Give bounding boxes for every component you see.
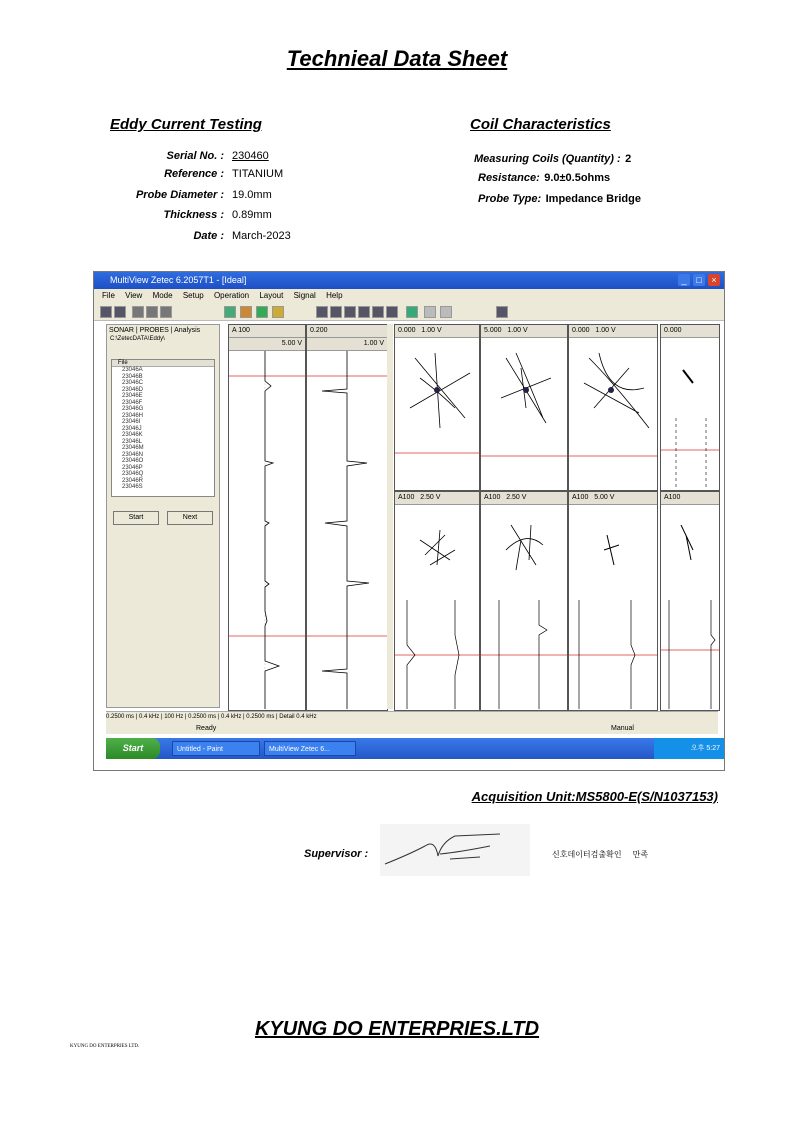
lissajous-5-head: A100 2.50 V <box>395 492 479 505</box>
eddy-heading: Eddy Current Testing <box>110 116 262 133</box>
toolbar-icon <box>160 306 172 318</box>
footer-company: KYUNG DO ENTERPRIES LTD. <box>70 1044 140 1049</box>
maximize-icon: □ <box>693 274 705 286</box>
list-item: 23046S <box>122 484 143 490</box>
toolbar-icon <box>344 306 356 318</box>
software-screenshot <box>93 271 725 771</box>
toolbar-icon <box>100 306 112 318</box>
toolbar-icon <box>330 306 342 318</box>
list-item: 23046A <box>122 367 143 373</box>
toolbar-icon <box>224 306 236 318</box>
lissajous-panel-5 <box>394 491 480 711</box>
measuring-coils-row <box>474 149 631 167</box>
strip-chart-1 <box>228 324 306 711</box>
menu-help: Help <box>326 291 343 300</box>
toolbar-icon <box>406 306 418 318</box>
file-panel <box>106 324 220 708</box>
lissajous-panel-2 <box>480 324 568 491</box>
probe-diameter-label: Probe Diameter : <box>135 189 224 201</box>
strip-chart-2 <box>306 324 388 711</box>
probe-type-label: Probe Type: <box>478 193 542 205</box>
lissajous-plot-6 <box>481 505 567 709</box>
taskbar <box>106 738 724 759</box>
list-item: 23046B <box>122 373 143 380</box>
strip-chart-1-head: A 100 <box>229 325 305 338</box>
list-item: 23046E <box>122 393 143 399</box>
toolbar-icon <box>146 306 158 318</box>
lissajous-6-head: A100 2.50 V <box>481 492 567 505</box>
lissajous-plot-7 <box>569 505 657 709</box>
page-title: Technieal Data Sheet <box>286 46 508 71</box>
path-label: C:\ZetecDATA\Eddy\ <box>110 336 165 342</box>
toolbar-icon <box>114 306 126 318</box>
list-item: 23046O <box>122 458 144 464</box>
lissajous-4-head: 0.000 <box>661 325 719 338</box>
next-button: Next <box>167 511 213 525</box>
signature-stroke <box>380 824 530 876</box>
toolbar-icon <box>424 306 436 318</box>
lissajous-panel-6 <box>480 491 568 711</box>
list-item: 23046F <box>122 399 143 406</box>
info-mid: Manual <box>611 725 634 732</box>
probe-diameter-value: 19.0mm <box>232 189 272 201</box>
supervisor-label: Supervisor : <box>304 848 369 860</box>
coil-heading: Coil Characteristics <box>470 116 611 133</box>
toolbar-icon <box>496 306 508 318</box>
status-item: 0.2500 ms <box>246 714 275 720</box>
menu-file: File <box>102 291 115 300</box>
taskbar-item: Untitled - Paint <box>172 741 260 756</box>
start-button: Start <box>113 511 159 525</box>
strip-chart-2-head: 0.200 <box>307 325 387 338</box>
toolbar-icon <box>358 306 370 318</box>
list-item: 23046N <box>122 451 144 458</box>
lissajous-2-head: 5.000 1.00 V <box>481 325 567 338</box>
file-list <box>111 359 215 497</box>
lissajous-3-head: 0.000 1.00 V <box>569 325 657 338</box>
list-item: 23046G <box>122 406 144 412</box>
lissajous-plot-4 <box>661 338 719 488</box>
menu-signal: Signal <box>293 291 316 300</box>
signature-note: 신호데이터검출확인 만족 <box>552 850 649 859</box>
system-tray-clock: 오후 5:27 <box>654 738 724 759</box>
strip-trace-2 <box>307 351 387 709</box>
list-item: 23046L <box>122 438 143 445</box>
taskbar-item: MultiView Zetec 6... <box>264 741 356 756</box>
resistance-value: 9.0±0.5ohms <box>544 172 611 184</box>
list-item: 23046M <box>122 445 144 451</box>
toolbar-icon <box>372 306 384 318</box>
status-item: 0.2500 ms <box>106 714 135 720</box>
lissajous-7-head: A100 5.00 V <box>569 492 657 505</box>
start-menu-button: Start <box>106 738 160 759</box>
lissajous-panel-7 <box>568 491 658 711</box>
thickness-label: Thickness : <box>163 209 224 221</box>
lissajous-panel-4 <box>660 324 720 491</box>
probe-type-value: Impedance Bridge <box>545 193 641 205</box>
toolbar-icon <box>272 306 284 318</box>
menu-bar <box>94 289 724 303</box>
lissajous-1-head: 0.000 1.00 V <box>395 325 479 338</box>
minimize-icon: _ <box>678 274 690 286</box>
list-item: 23046J <box>122 425 142 432</box>
toolbar-icon <box>386 306 398 318</box>
list-item: 23046R <box>122 477 144 484</box>
status-item: 0.4 kHz <box>221 714 242 720</box>
menu-mode: Mode <box>152 291 173 300</box>
list-item: 23046P <box>122 464 143 471</box>
status-item: 0.2500 ms <box>188 714 217 720</box>
strip-chart-2-scale: 1.00 V <box>307 338 387 351</box>
date-label: Date : <box>193 230 224 242</box>
lissajous-plot-1 <box>395 338 479 488</box>
date-value: March-2023 <box>232 230 291 242</box>
strip-chart-1-scale: 5.00 V <box>229 338 305 351</box>
list-item: 23046H <box>122 412 144 419</box>
list-item: 23046D <box>122 386 144 393</box>
channel-status-bar: 0.2500 ms | 0.4 kHz | 100 Hz | 0.2500 ms | 0.4 kHz | 0.2500 ms | Detail 0.4 kHz <box>106 711 718 723</box>
info-bar <box>106 723 718 734</box>
list-item: 23046C <box>122 380 144 386</box>
reference-value: TITANIUM <box>232 168 284 180</box>
lissajous-8-head: A100 <box>661 492 719 505</box>
toolbar <box>94 303 724 321</box>
reference-label: Reference : <box>164 168 224 180</box>
window-titlebar <box>94 272 724 289</box>
status-item: 100 Hz <box>164 714 184 720</box>
company-name: KYUNG DO ENTERPRIES.LTD <box>254 1018 540 1040</box>
scrollbar <box>387 324 393 709</box>
resistance-row <box>478 168 610 186</box>
file-list-header: File <box>112 360 214 367</box>
serial-value: 230460 <box>232 150 269 162</box>
toolbar-icon <box>132 306 144 318</box>
close-icon: × <box>708 274 720 286</box>
probe-type-row <box>478 189 641 207</box>
measuring-coils-label: Measuring Coils (Quantity) : <box>474 153 621 165</box>
acquisition-unit: Acquisition Unit:MS5800-E(S/N1037153) <box>471 789 718 804</box>
window-title: MultiView Zetec 6.2057T1 - [Ideal] <box>110 275 247 285</box>
info-left: Ready <box>196 725 217 732</box>
toolbar-icon <box>240 306 252 318</box>
status-item: 0.4 kHz <box>138 714 160 720</box>
menu-operation: Operation <box>213 291 250 300</box>
list-item: 23046Q <box>122 471 144 477</box>
menu-setup: Setup <box>182 291 204 300</box>
lissajous-plot-5 <box>395 505 479 709</box>
toolbar-icon <box>316 306 328 318</box>
measuring-coils-value: 2 <box>625 153 632 165</box>
menu-layout: Layout <box>259 291 284 300</box>
thickness-value: 0.89mm <box>232 209 272 221</box>
lissajous-panel-1 <box>394 324 480 491</box>
strip-trace-1 <box>229 351 305 709</box>
list-item: 23046I <box>122 419 141 425</box>
panel-tabs: SONAR | PROBES | Analysis <box>109 327 201 334</box>
list-item: 23046K <box>122 432 143 438</box>
lissajous-plot-2 <box>481 338 567 488</box>
resistance-label: Resistance: <box>478 172 540 184</box>
lissajous-panel-8 <box>660 491 720 711</box>
lissajous-plot-3 <box>569 338 657 488</box>
lissajous-plot-8 <box>661 505 719 709</box>
status-item: Detail 0.4 kHz <box>279 714 317 720</box>
toolbar-icon <box>440 306 452 318</box>
toolbar-icon <box>256 306 268 318</box>
signature-image <box>380 824 530 876</box>
serial-label: Serial No. : <box>166 150 224 162</box>
lissajous-panel-3 <box>568 324 658 491</box>
menu-view: View <box>125 291 143 300</box>
